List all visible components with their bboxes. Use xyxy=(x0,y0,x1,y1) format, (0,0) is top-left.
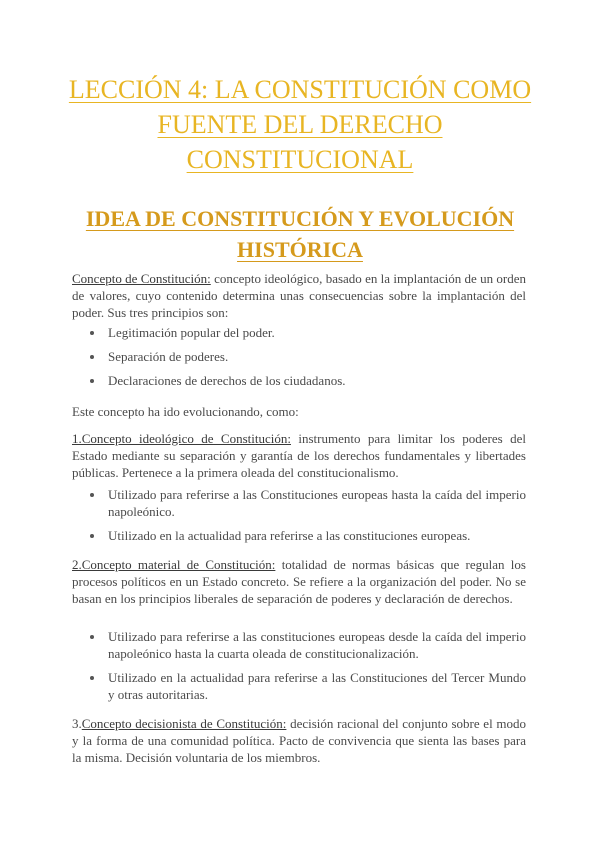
intro-paragraph xyxy=(72,270,526,321)
concept2-paragraph xyxy=(72,556,526,607)
list-item: Utilizado en la actualidad para referirse a las constituciones europeas. xyxy=(72,527,526,544)
concept2-list xyxy=(72,628,526,703)
concept3-paragraph xyxy=(72,715,526,766)
bullet-icon xyxy=(90,534,94,538)
bullet-icon xyxy=(90,379,94,383)
lesson-title: LECCIÓN 4: LA CONSTITUCIÓN COMO FUENTE DEL DERECHO CONSTITUCIONAL xyxy=(68,75,532,174)
intro-text: concepto ideológico, basado en la implantación de un orden de valores, cuyo contenido determina unas consecuencias sobre la implantación del poder. Sus tres principios son: xyxy=(72,271,526,320)
concept3-term: Concepto decisionista de Constitución: xyxy=(81,716,287,731)
bullet-icon xyxy=(90,635,94,639)
section-heading: IDEA DE CONSTITUCIÓN Y EVOLUCIÓN HISTÓRICA xyxy=(85,206,515,262)
concept2-term: 2.Concepto material de Constitución: xyxy=(72,557,276,572)
concept1-list xyxy=(72,486,526,544)
concept1-text: instrumento para limitar los poderes del Estado mediante su separación y garantía de los derechos fundamentales y libertades públicas. Pertenece a la primera oleada del constitucionalismo. xyxy=(72,431,526,480)
intro-term: Concepto de Constitución: xyxy=(72,271,211,286)
concept1-term: 1.Concepto ideológico de Constitución: xyxy=(72,431,291,446)
concept3-text: decisión racional del conjunto sobre el modo y la forma de una comunidad política. Pacto de convivencia que sienta las bases para la misma. Decisión voluntaria de los miembros. xyxy=(72,716,527,765)
list-item: Legitimación popular del poder. xyxy=(72,324,526,341)
list-item: Utilizado para referirse a las constituciones europeas desde la caída del imperio napoleónico hasta la cuarta oleada de constitucionalización. xyxy=(72,628,526,662)
evolution-paragraph: Este concepto ha ido evolucionando, como: xyxy=(72,404,299,419)
list-item: Utilizado en la actualidad para referirse a las Constituciones del Tercer Mundo y otras autoritarias. xyxy=(72,669,526,703)
bullet-icon xyxy=(90,676,94,680)
concept1-paragraph xyxy=(72,430,526,481)
principles-list xyxy=(72,324,526,389)
concept3-prefix: 3. xyxy=(72,716,82,731)
list-item: Separación de poderes. xyxy=(72,348,526,365)
bullet-icon xyxy=(90,331,94,335)
list-item: Utilizado para referirse a las Constituciones europeas hasta la caída del imperio napoleónico. xyxy=(72,486,526,520)
list-item: Declaraciones de derechos de los ciudadanos. xyxy=(72,372,526,389)
bullet-icon xyxy=(90,355,94,359)
concept2-text: totalidad de normas básicas que regulan los procesos políticos en un Estado concreto. Se refiere a la organización del poder. No se basan en los principios liberales de separación de poderes y declaración de derechos. xyxy=(72,557,526,606)
bullet-icon xyxy=(90,493,94,497)
